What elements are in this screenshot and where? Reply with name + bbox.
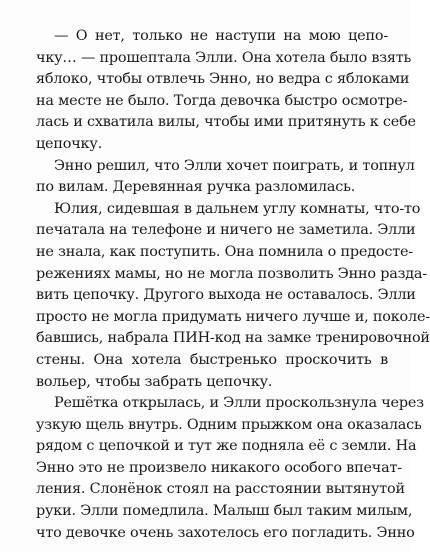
text-line: — О нет, только не наступи на мою цепо- bbox=[54, 28, 388, 44]
text-line: на месте не было. Тогда девочка быстро осмотре- bbox=[36, 92, 408, 109]
text-line: Юлия, сидевшая в дальнем углу комнаты, что-то bbox=[54, 200, 421, 217]
text-line: по вилам. Деревянная ручка разломилась. bbox=[36, 179, 356, 196]
text-line: вольер, чтобы забрать цепочку. bbox=[36, 373, 273, 390]
text-line: яблоко, чтобы отвлечь Энно, но ведра с яблоками bbox=[36, 71, 410, 88]
text-line: режениях мамы, но не могла позволить Энно разда- bbox=[36, 265, 427, 282]
text-line: лась и схватила вилы, чтобы ими притянуть к себе bbox=[36, 114, 416, 131]
text-line: рядом с цепочкой и тут же подняла её с земли. На bbox=[36, 438, 417, 455]
text-line: просто не могла придумать ничего лучше и, поколе- bbox=[36, 308, 430, 325]
page-text bbox=[36, 26, 430, 544]
text-line: бавшись, набрала ПИН-код на замке тренировочной bbox=[36, 330, 430, 347]
text-line: руки. Элли помедлила. Малыш был таким милым, bbox=[36, 503, 413, 520]
text-line: Энно решил, что Элли хочет поиграть, и топнул bbox=[54, 157, 415, 174]
text-line: цепочку. bbox=[36, 135, 102, 152]
text-line: печатала на телефоне и ничего не заметила. Элли bbox=[36, 222, 416, 239]
text-line: не знала, как поступить. Она помнила о предосте- bbox=[36, 243, 413, 260]
text-line: стены. Она хотела быстренько проскочить в bbox=[36, 351, 388, 368]
text-line: чку… — прошептала Элли. Она хотела было взять bbox=[36, 49, 412, 66]
text-line: вить цепочку. Другого выхода не оставалось. Элли bbox=[36, 287, 416, 304]
text-line: Решётка открылась, и Элли проскользнула через bbox=[54, 395, 424, 412]
text-line: узкую щель внутрь. Одним прыжком она оказалась bbox=[36, 416, 422, 433]
text-line: что девочке очень захотелось его погладить. Энно bbox=[36, 524, 415, 541]
text-line: Энно это не произвело никакого особого впечат- bbox=[36, 459, 402, 476]
text-line: ления. Слонёнок стоял на расстоянии вытянутой bbox=[36, 481, 405, 498]
